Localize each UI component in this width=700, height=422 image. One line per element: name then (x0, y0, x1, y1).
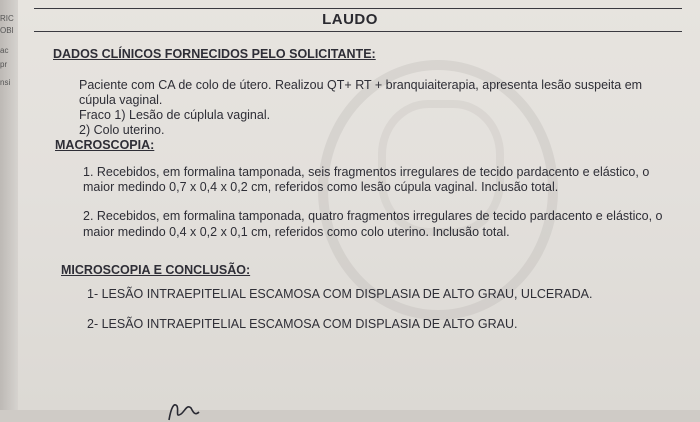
report-page (18, 0, 700, 410)
conclusion-item: 2- LESÃO INTRAEPITELIAL ESCAMOSA COM DISPLASIA DE ALTO GRAU. (87, 317, 518, 331)
clinical-text: Fraco 1) Lesão de cúplula vaginal. (79, 108, 271, 122)
edge-fragment: OBI (0, 26, 14, 35)
clinical-text: Paciente com CA de colo de útero. Realizou QT+ RT + branquiaiterapia, apresenta lesão suspeita em (79, 78, 643, 92)
clinical-heading: DADOS CLÍNICOS FORNECIDOS PELO SOLICITANTE: (53, 47, 376, 61)
macroscopia-heading: MACROSCOPIA: (55, 138, 155, 152)
macroscopia-text: 1. Recebidos, em formalina tamponada, seis fragmentos irregulares de tecido pardacento e elástico, o (83, 165, 650, 179)
edge-fragment: RIC (0, 14, 14, 23)
title-rule (34, 31, 682, 32)
microscopia-heading: MICROSCOPIA E CONCLUSÃO: (61, 263, 251, 277)
report-title: LAUDO (322, 11, 378, 28)
adjacent-page-edge (0, 0, 19, 410)
top-rule (34, 8, 682, 9)
clinical-text: cúpula vaginal. (79, 93, 163, 107)
macroscopia-text: 2. Recebidos, em formalina tamponada, quatro fragmentos irregulares de tecido pardacento e elástico, o (83, 209, 663, 223)
edge-fragment: pr (0, 60, 8, 69)
macroscopia-text: maior medindo 0,4 x 0,2 x 0,1 cm, referidos como colo uterino. Inclusão total. (83, 225, 510, 239)
conclusion-item: 1- LESÃO INTRAEPITELIAL ESCAMOSA COM DISPLASIA DE ALTO GRAU, ULCERADA. (87, 287, 593, 301)
macroscopia-text: maior medindo 0,7 x 0,4 x 0,2 cm, referidos como lesão cúpula vaginal. Inclusão total. (83, 180, 559, 194)
clinical-text: 2) Colo uterino. (79, 123, 165, 137)
signature-scribble (165, 392, 225, 422)
edge-fragment: nsi (0, 78, 11, 87)
edge-fragment: ac (0, 46, 9, 55)
